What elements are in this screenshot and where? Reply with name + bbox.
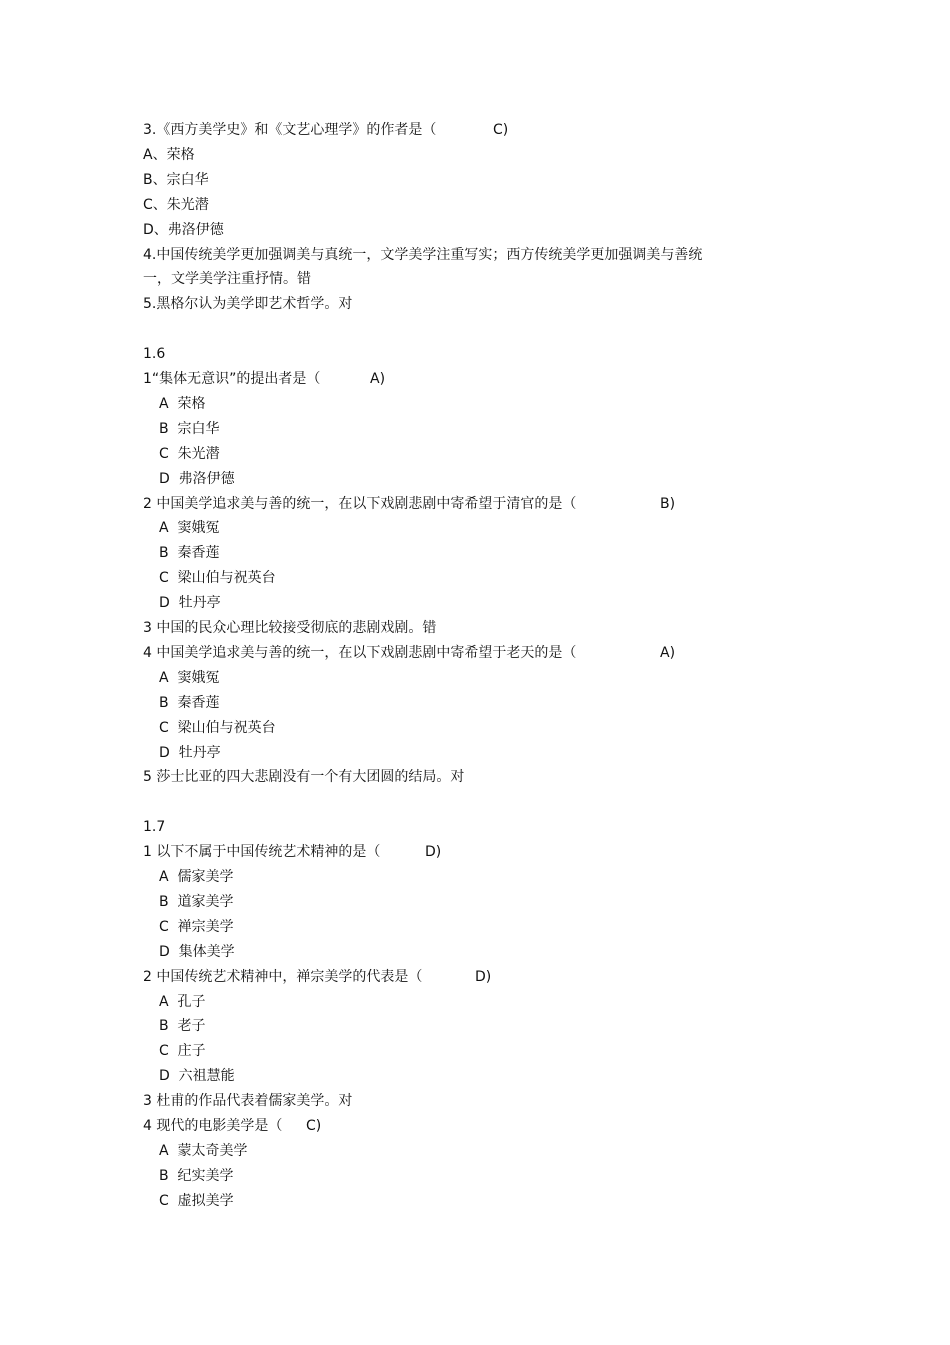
line-text: D、弗洛伊德	[143, 221, 224, 238]
option-line	[159, 865, 233, 890]
line-text: 2 中国传统艺术精神中，禅宗美学的代表是（	[143, 968, 423, 985]
line-text: 1“集体无意识”的提出者是（	[143, 371, 321, 387]
line-text: 2 中国美学追求美与善的统一，在以下戏剧悲剧中寄希望于清官的是（	[143, 495, 577, 512]
option-line	[159, 741, 221, 766]
answer-mark: D)	[475, 968, 492, 985]
line-text: 4 中国美学追求美与善的统一，在以下戏剧悲剧中寄希望于老天的是（	[143, 644, 577, 661]
option-line	[159, 1164, 234, 1189]
line-text: B 老子	[159, 1018, 206, 1035]
line-text: C 虚拟美学	[159, 1192, 234, 1209]
answer-mark: A)	[660, 644, 676, 661]
line-text: D 牡丹亭	[159, 595, 221, 612]
question-line	[143, 342, 165, 367]
line-text: 3 杜甫的作品代表着儒家美学。对	[143, 1093, 353, 1110]
line-text: A 窦娥冤	[159, 520, 220, 537]
line-text: 3.《西方美学史》和《文艺心理学》的作者是（	[143, 122, 437, 138]
answer-mark: C)	[306, 1118, 322, 1134]
option-line	[159, 566, 276, 591]
line-text: 5 莎士比亚的四大悲剧没有一个有大团圆的结局。对	[143, 769, 465, 786]
question-line	[143, 965, 492, 990]
line-text: A、荣格	[143, 146, 195, 163]
question-line	[143, 815, 165, 840]
line-text: 1.7	[143, 819, 166, 836]
option-line	[159, 392, 205, 417]
line-text: C、朱光潜	[143, 196, 209, 213]
question-line	[143, 168, 209, 193]
question-line	[143, 118, 509, 143]
option-line	[159, 890, 234, 915]
option-line	[159, 1189, 234, 1214]
line-text: A 荣格	[159, 395, 206, 412]
line-text: D 牡丹亭	[159, 744, 221, 761]
option-line	[159, 915, 234, 940]
answer-mark: B)	[660, 495, 676, 512]
question-line	[143, 641, 676, 666]
question-line	[143, 367, 386, 392]
question-line	[143, 143, 195, 168]
line-text: C 禅宗美学	[159, 918, 234, 935]
line-text: 一，文学美学注重抒情。错	[143, 271, 311, 288]
line-text: 4.中国传统美学更加强调美与真统一，文学美学注重写实；西方传统美学更加强调美与善统	[143, 246, 703, 263]
answer-mark: D)	[425, 844, 442, 861]
question-line	[143, 292, 352, 317]
line-text: D 六祖慧能	[159, 1068, 235, 1085]
option-line	[159, 1064, 235, 1089]
line-text: B 宗白华	[159, 420, 220, 437]
option-line	[159, 591, 221, 616]
question-line	[143, 267, 311, 292]
line-text: 3 中国的民众心理比较接受彻底的悲剧戏剧。错	[143, 620, 437, 636]
line-text: D 集体美学	[159, 943, 235, 960]
line-text: B 秦香莲	[159, 545, 220, 562]
line-text: A 蒙太奇美学	[159, 1142, 248, 1159]
option-line	[159, 467, 235, 492]
line-text: B 纪实美学	[159, 1167, 234, 1184]
question-line	[143, 218, 224, 243]
line-text: A 窦娥冤	[159, 669, 220, 686]
line-text: 4 现代的电影美学是（	[143, 1118, 283, 1134]
line-text: 1.6	[143, 346, 166, 363]
option-line	[159, 417, 220, 442]
line-text: C 梁山伯与祝英台	[159, 570, 276, 587]
question-line	[143, 840, 442, 865]
option-line	[159, 691, 220, 716]
question-line	[143, 243, 702, 268]
line-text: D 弗洛伊德	[159, 470, 235, 487]
question-line	[143, 1089, 352, 1114]
line-text: A 儒家美学	[159, 869, 234, 885]
line-text: B、宗白华	[143, 171, 209, 188]
option-line	[159, 666, 219, 691]
question-line	[143, 765, 464, 790]
option-line	[159, 990, 205, 1015]
line-text: 5.黑格尔认为美学即艺术哲学。对	[143, 296, 353, 313]
line-text: B 秦香莲	[159, 694, 220, 711]
option-line	[159, 516, 219, 541]
option-line	[159, 1139, 247, 1164]
option-line	[159, 940, 235, 965]
line-text: 1 以下不属于中国传统艺术精神的是（	[143, 844, 381, 861]
option-line	[159, 541, 220, 566]
question-line	[143, 193, 209, 218]
answer-mark: A)	[370, 371, 386, 387]
question-line	[143, 492, 676, 517]
answer-mark: C)	[493, 122, 509, 138]
line-text: C 庄子	[159, 1043, 206, 1060]
question-line	[143, 616, 436, 641]
option-line	[159, 716, 276, 741]
option-line	[159, 442, 220, 467]
line-text: B 道家美学	[159, 893, 234, 910]
option-line	[159, 1039, 206, 1064]
option-line	[159, 1014, 206, 1039]
line-text: A 孔子	[159, 993, 206, 1010]
question-line	[143, 1114, 322, 1139]
line-text: C 梁山伯与祝英台	[159, 719, 276, 736]
line-text: C 朱光潜	[159, 445, 220, 462]
